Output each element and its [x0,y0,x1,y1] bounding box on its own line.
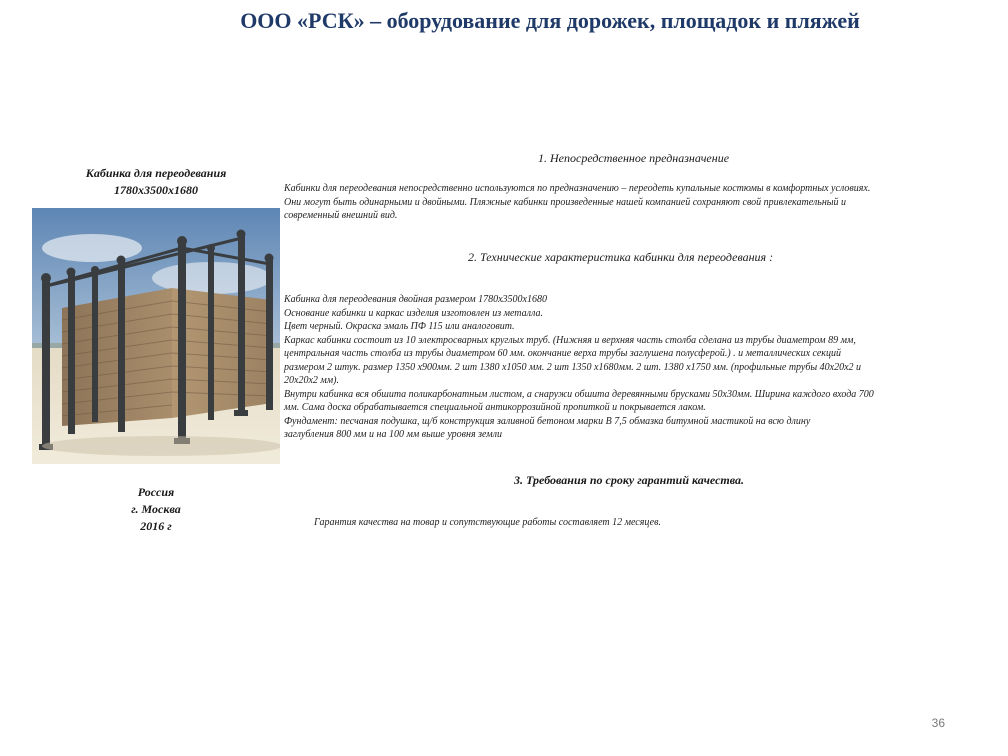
section-2-heading: 2. Технические характеристика кабинки для переодевания : [468,250,774,264]
section-2-line: Цвет черный. Окраска эмаль ПФ 115 или аналоговит. [284,321,515,332]
location-country: Россия [137,485,175,499]
section-1-line: Они могут быть одинарными и двойными. Пляжные кабинки произведенные нашей компанией сохраняют свой привлекательный и [284,196,847,208]
section-2-line: Фундамент: песчаная подушка, щ/б конструкция заливной бетоном марки В 7,5 обмазка битумной мастикой на всю длину [284,415,811,427]
section-3-line: Гарантия качества на товар и сопутствующие работы составляет 12 месяцев. [314,517,661,528]
section-2-line: размером 2 штук. размер 1350 х900мм. 2 шт 1380 х1050 мм. 2 шт 1350 х1680мм. 2 шт. 1380 х1750 мм. (профильные трубы 40х20х2 и [284,361,862,373]
product-name: Кабинка для переодевания [85,166,227,180]
product-photo [32,208,280,464]
section-2-line: Кабинка для переодевания двойная размером 1780х3500х1680 [284,294,547,305]
product-caption [32,165,280,199]
page-number: 36 [931,716,945,730]
section-2-line: мм. Сама доска обрабатывается специальной антикоррозийной пропиткой и покрывается лаком. [284,402,706,413]
section-1-heading: 1. Непосредственное предназначение [538,151,730,165]
section-2-text [284,293,874,442]
section-1-text [284,182,870,223]
section-2-line: Внутри кабинка вся обшита поликарбонатным листом, а снаружи обшита деревянными брусками 50х30мм. Ширина каждого входа 700 [284,388,874,400]
product-dimensions: 1780х3500х1680 [114,183,198,197]
section-1-line: современный внешний вид. [284,210,398,221]
page-title: ООО «РСК» – оборудование для дорожек, площадок и пляжей [240,8,860,33]
section-2-line: Основание кабинки и каркас изделия изготовлен из металла. [284,307,543,319]
section-3-text [314,516,661,530]
section-3-heading: 3. Требования по сроку гарантий качества. [514,473,745,487]
location-caption [32,484,280,535]
location-year: 2016 г [140,519,172,533]
section-2-line: заглубления 800 мм и на 100 мм выше уровня земли [284,429,502,440]
section-2-line: 20х20х2 мм). [284,375,339,386]
section-2-line: Каркас кабинки состоит из 10 электросварных круглых труб. (Нижняя и верхняя часть столба сделана из трубы диаметром 89 мм, [284,334,856,346]
section-1-line: Кабинки для переодевания непосредственно используются по предназначению – переодеть купальные костюмы в комфортных условиях. [284,183,871,194]
location-city: г. Москва [131,502,181,516]
section-2-line: центральная часть столба из трубы диаметром 60 мм. окончание верха трубы заглушена полусферой.) . и металлических секций [284,348,841,359]
